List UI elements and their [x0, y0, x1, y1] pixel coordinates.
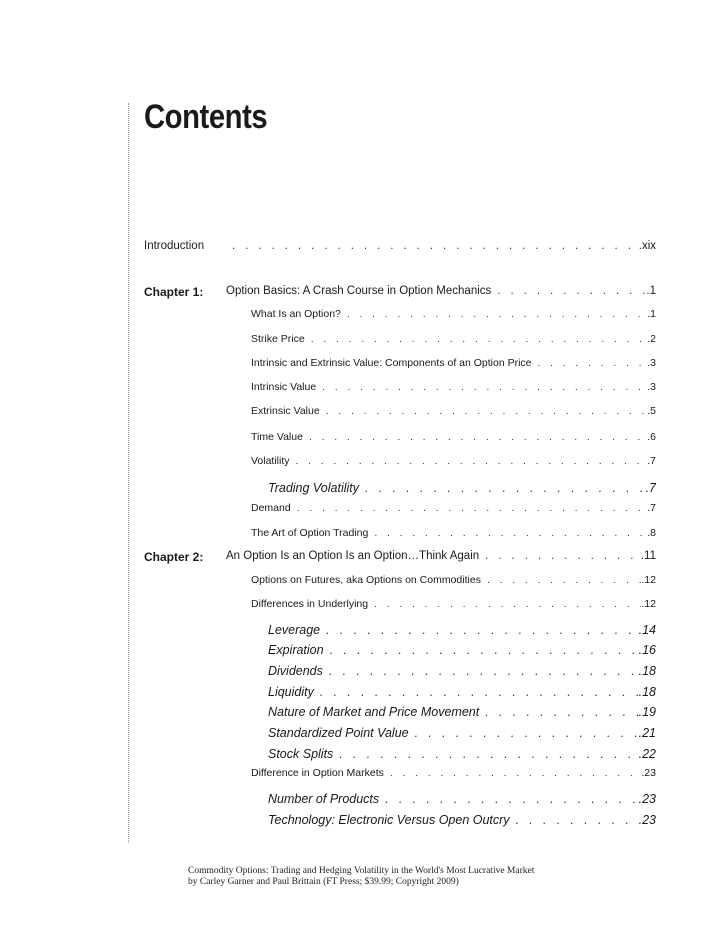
page-number: .22 [638, 747, 656, 761]
toc-entry[interactable] [251, 431, 656, 443]
dot-leader [384, 767, 642, 779]
toc-entry-chapter-1[interactable] [226, 285, 656, 297]
toc-entry[interactable] [251, 357, 656, 369]
footer-line-2: by Carley Garner and Paul Brittain (FT Press; $39.99; Copyright 2009) [188, 877, 459, 887]
toc-entry[interactable] [268, 481, 656, 495]
toc-entry[interactable] [251, 767, 656, 779]
entry-title: Technology: Electronic Versus Open Outcry [268, 813, 510, 827]
page-number: .7 [647, 455, 656, 467]
entry-title: Nature of Market and Price Movement [268, 705, 480, 719]
entry-title: What Is an Option? [251, 308, 341, 320]
toc-entry[interactable] [251, 598, 656, 610]
citation-footer [188, 866, 534, 888]
page-number: .7 [647, 502, 656, 514]
entry-title: Trading Volatility [268, 481, 360, 495]
dot-leader [481, 574, 641, 586]
dot-leader [333, 747, 638, 761]
dot-leader [320, 623, 638, 637]
entry-title: Expiration [268, 643, 324, 657]
dot-leader [532, 357, 648, 369]
toc-entry[interactable] [251, 308, 656, 320]
toc-entry[interactable] [268, 792, 656, 806]
toc-entry[interactable] [268, 643, 656, 657]
page-number: .23 [638, 813, 656, 827]
page-number: .3 [647, 357, 656, 369]
toc-entry[interactable] [268, 726, 656, 740]
entry-title: Differences in Underlying [251, 598, 369, 610]
page-number: .xix [638, 240, 656, 252]
toc-entry-introduction[interactable] [226, 240, 656, 252]
page-title: Contents [144, 98, 268, 136]
page-number: .19 [638, 705, 656, 719]
dot-leader [303, 431, 647, 443]
toc-entry[interactable] [251, 502, 656, 514]
dot-leader [368, 527, 647, 539]
toc-entry[interactable] [268, 623, 656, 637]
toc-entry[interactable] [268, 664, 656, 678]
page-number: .12 [641, 598, 656, 610]
chapter-title: An Option Is an Option Is an Option…Think Again [226, 550, 480, 562]
page-number: .16 [638, 643, 656, 657]
dot-leader [359, 481, 646, 495]
page-number: .14 [638, 623, 656, 637]
entry-title: Liquidity [268, 685, 314, 699]
toc-entry[interactable] [268, 813, 656, 827]
dot-leader [290, 455, 648, 467]
entry-title: Demand [251, 502, 291, 514]
dot-leader [510, 813, 639, 827]
dot-leader [226, 240, 639, 252]
page-number: .5 [647, 405, 656, 417]
entry-title: Number of Products [268, 792, 380, 806]
dot-leader [368, 598, 641, 610]
page-number: .21 [638, 726, 656, 740]
entry-title: Extrinsic Value [251, 405, 320, 417]
page-number: .23 [641, 767, 656, 779]
toc-entry[interactable] [251, 333, 656, 345]
toc-entry[interactable] [268, 685, 656, 699]
footer-line-1: Commodity Options: Trading and Hedging Volatility in the World's Most Lucrative Market [188, 866, 535, 876]
page-number: .23 [638, 792, 656, 806]
chapter-2-label: Chapter 2: [144, 550, 204, 564]
dot-leader [341, 308, 647, 320]
dot-leader [409, 726, 639, 740]
page-number: .8 [647, 527, 656, 539]
entry-title: Strike Price [251, 333, 305, 345]
dot-leader [316, 381, 647, 393]
entry-title: The Art of Option Trading [251, 527, 369, 539]
chapter-title: Option Basics: A Crash Course in Option Mechanics [226, 285, 492, 297]
toc-entry[interactable] [251, 405, 656, 417]
dot-leader [305, 333, 648, 345]
dot-leader [320, 405, 648, 417]
toc-entry[interactable] [251, 455, 656, 467]
entry-title: Volatility [251, 455, 290, 467]
dot-leader [324, 643, 639, 657]
page-number: .18 [638, 664, 656, 678]
entry-title: Time Value [251, 431, 303, 443]
toc-entry[interactable] [251, 381, 656, 393]
toc-entry-chapter-2[interactable] [226, 550, 656, 562]
page-number: .6 [647, 431, 656, 443]
chapter-1-label: Chapter 1: [144, 285, 204, 299]
toc-entry[interactable] [268, 705, 656, 719]
entry-title: Standardized Point Value [268, 726, 409, 740]
page-number: .2 [647, 333, 656, 345]
intro-label: Introduction [144, 240, 205, 252]
page-number: .3 [647, 381, 656, 393]
dot-leader [323, 664, 639, 678]
entry-title: Options on Futures, aka Options on Commodities [251, 574, 481, 586]
dot-leader [479, 550, 641, 562]
entry-title: Leverage [268, 623, 321, 637]
entry-title: Stock Splits [268, 747, 334, 761]
entry-title: Difference in Option Markets [251, 767, 384, 779]
dot-leader [491, 285, 646, 297]
page-number: .1 [646, 285, 656, 297]
page-number: .18 [638, 685, 656, 699]
page-number: .11 [640, 550, 656, 562]
dot-leader [314, 685, 639, 699]
toc-entry[interactable] [251, 574, 656, 586]
page-number: .1 [647, 308, 656, 320]
dot-leader [291, 502, 648, 514]
toc-entry[interactable] [251, 527, 656, 539]
entry-title: Intrinsic Value [251, 381, 317, 393]
entry-title: Dividends [268, 664, 323, 678]
entry-title: Intrinsic and Extrinsic Value: Components of an Option Price [251, 357, 532, 369]
dot-leader [379, 792, 638, 806]
margin-dotted-rule [128, 103, 129, 843]
page-number: .7 [645, 481, 656, 495]
page-number: .12 [641, 574, 656, 586]
toc-entry[interactable] [268, 747, 656, 761]
dot-leader [479, 705, 638, 719]
